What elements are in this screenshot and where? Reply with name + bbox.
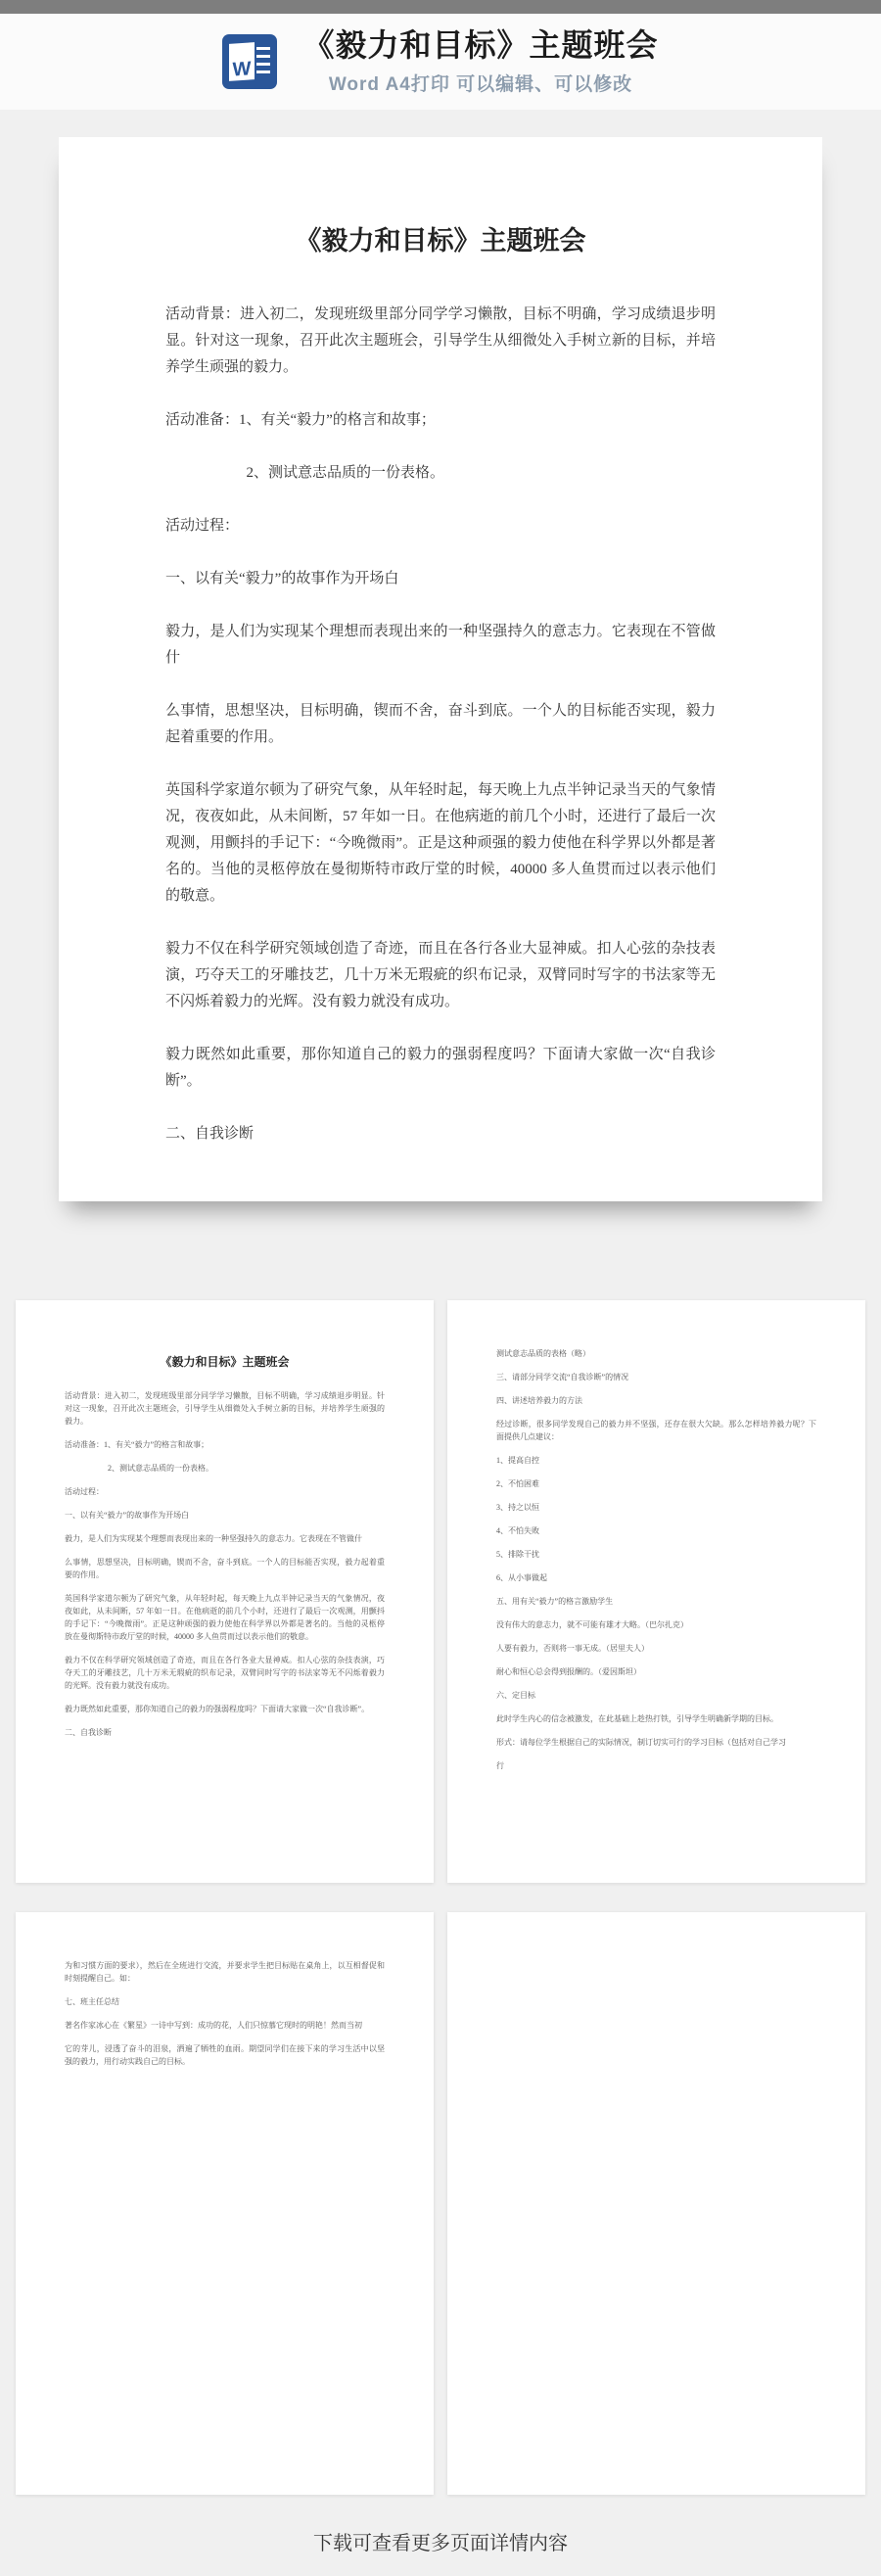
word-icon-page-shape	[229, 42, 255, 81]
paragraph: 一、以有关“毅力”的故事作为开场白	[165, 571, 399, 586]
thumbnail-paragraph: 没有伟大的意志力，就不可能有雄才大略。（巴尔扎克）	[496, 1620, 688, 1629]
thumbnail-paragraph: 四、讲述培养毅力的方法	[496, 1396, 582, 1405]
thumbnail-paragraph: 六、定目标	[496, 1691, 535, 1700]
paragraph: 活动背景：进入初二，发现班级里部分同学学习懒散，目标不明确，学习成绩退步明显。针对这一现象，召开此次主题班会，引导学生从细微处入手树立新的目标，并培养学生顽强的毅力。	[165, 306, 716, 375]
paragraph: 2、测试意志品质的一份表格。	[246, 465, 445, 481]
thumbnail-paragraph: 经过诊断，很多同学发现自己的毅力并不坚强，还存在很大欠缺。那么怎样培养毅力呢？下面提供几点建议：	[496, 1420, 816, 1441]
thumbnail-paragraph: 毅力不仅在科学研究领域创造了奇迹，而且在各行各业大显神威。扣人心弦的杂技表演，巧夺天工的牙雕技艺，几十万米无瑕疵的织布记录，双臂同时写字的书法家等无不闪烁着毅力的光辉。没有毅力就没有成功。	[65, 1656, 385, 1690]
thumbnail-paragraph: 此时学生内心的信念被激发，在此基础上趁热打铁，引导学生明确新学期的目标。	[496, 1714, 778, 1723]
word-icon	[222, 34, 277, 89]
page-title: 《毅力和目标》主题班会	[302, 27, 659, 63]
paragraph: 二、自我诊断	[165, 1126, 255, 1142]
paragraph: 活动准备：1、有关“毅力”的格言和故事；	[165, 412, 436, 428]
thumbnail-paragraph: 活动准备：1、有关“毅力”的格言和故事；	[65, 1440, 209, 1449]
thumbnail-paragraph: 著名作家冰心在《繁星》一诗中写到：成功的花，人们只惊慕它现时的明艳！然而当初	[65, 2021, 362, 2030]
thumbnail-paragraph: 6、从小事做起	[496, 1573, 547, 1582]
thumbnail-paragraph: 英国科学家道尔顿为了研究气象，从年轻时起，每天晚上九点半钟记录当天的气象情况，夜夜如此，从未间断，57 年如一日。在他病逝的前几个小时，还进行了最后一次观测，用颤抖的手记下：“今晚微雨”。正是这种顽强的毅力使他在科学界以外都是著名的。当他的灵柩停放在曼彻斯特市政厅堂的时候，40000 多人鱼贯而过以表示他们的敬意。	[65, 1594, 385, 1641]
window-top-edge	[0, 0, 881, 14]
word-icon-letter: W	[233, 58, 252, 81]
paragraph: 活动过程：	[165, 518, 240, 534]
word-icon-text-lines	[256, 47, 270, 78]
thumbnail-paragraph: 么事情，思想坚决，目标明确，锲而不舍，奋斗到底。一个人的目标能否实现，毅力起着重要的作用。	[65, 1558, 385, 1579]
footer	[0, 2527, 881, 2555]
thumbnail-paragraph: 三、请部分同学交流“自我诊断”的情况	[496, 1373, 629, 1382]
thumbnail-document-title: 《毅力和目标》主题班会	[160, 1355, 290, 1369]
thumbnail-page-2[interactable]	[447, 1300, 865, 1883]
thumbnail-paragraph: 七、班主任总结	[65, 1997, 119, 2006]
thumbnail-paragraph: 活动过程：	[65, 1487, 104, 1496]
thumbnail-paragraph: 5、排除干扰	[496, 1550, 539, 1559]
thumbnail-paragraph: 人要有毅力，否则将一事无成。（居里夫人）	[496, 1644, 649, 1653]
paragraph: 毅力不仅在科学研究领域创造了奇迹，而且在各行各业大显神威。扣人心弦的杂技表演，巧夺天工的牙雕技艺，几十万米无瑕疵的织布记录，双臂同时写字的书法家等无不闪烁着毅力的光辉。没有毅力就没有成功。	[165, 941, 716, 1009]
thumbnail-paragraph: 毅力，是人们为实现某个理想而表现出来的一种坚强持久的意志力。它表现在不管做什	[65, 1534, 362, 1543]
paragraph: 么事情，思想坚决，目标明确，锲而不舍，奋斗到底。一个人的目标能否实现，毅力起着重要的作用。	[165, 703, 716, 745]
thumbnail-paragraph: 耐心和恒心总会得到报酬的。（爱因斯坦）	[496, 1667, 641, 1676]
thumbnail-paragraph: 为和习惯方面的要求），然后在全班进行交流，并要求学生把目标贴在桌角上，以互相督促和时刻提醒自己。如：	[65, 1961, 385, 1983]
thumbnail-paragraph: 活动背景：进入初二，发现班级里部分同学学习懒散，目标不明确，学习成绩退步明显。针对这一现象，召开此次主题班会，引导学生从细微处入手树立新的目标，并培养学生顽强的毅力。	[65, 1391, 385, 1426]
thumbnail-page-3[interactable]	[16, 1912, 434, 2495]
thumbnail-paragraph: 1、提高自控	[496, 1456, 539, 1465]
header-subtitle: Word A4打印 可以编辑、可以修改	[328, 74, 633, 95]
thumbnail-paragraph: 4、不怕失败	[496, 1526, 539, 1535]
thumbnail-paragraph: 形式：请每位学生根据自己的实际情况，制订切实可行的学习目标（包括对自己学习	[496, 1738, 786, 1747]
page-thumbnails-grid	[16, 1300, 865, 2495]
thumbnail-paragraph: 它的芽儿，浸透了奋斗的泪泉，洒遍了牺牲的血雨。期望同学们在接下来的学习生活中以坚强的毅力，用行动实践自己的目标。	[65, 2044, 385, 2066]
thumbnail-page-4[interactable]	[447, 1912, 865, 2495]
thumbnail-paragraph: 一、以有关“毅力”的故事作为开场白	[65, 1511, 190, 1520]
document-title: 《毅力和目标》主题班会	[295, 226, 586, 256]
download-hint-text: 下载可查看更多页面详情内容	[313, 2533, 568, 2554]
thumbnail-paragraph: 五、用有关“毅力”的格言激励学生	[496, 1597, 614, 1606]
thumbnail-paragraph: 毅力既然如此重要，那你知道自己的毅力的强弱程度吗？下面请大家做一次“自我诊断”。	[65, 1705, 370, 1713]
thumbnail-page-1[interactable]	[16, 1300, 434, 1883]
paragraph: 毅力，是人们为实现某个理想而表现出来的一种坚强持久的意志力。它表现在不管做什	[165, 624, 716, 666]
thumbnail-paragraph: 2、不怕困难	[496, 1479, 539, 1488]
thumbnail-paragraph: 行	[496, 1761, 504, 1770]
thumbnail-paragraph: 3、持之以恒	[496, 1503, 539, 1512]
header-text-block	[302, 27, 658, 96]
thumbnail-paragraph: 二、自我诊断	[65, 1728, 112, 1737]
document-preview-page-1[interactable]	[59, 137, 822, 1201]
paragraph: 毅力既然如此重要，那你知道自己的毅力的强弱程度吗？下面请大家做一次“自我诊断”。	[165, 1047, 716, 1089]
thumbnail-paragraph: 2、测试意志品质的一份表格。	[108, 1464, 213, 1473]
paragraph: 英国科学家道尔顿为了研究气象，从年轻时起，每天晚上九点半钟记录当天的气象情况，夜夜如此，从未间断，57 年如一日。在他病逝的前几个小时，还进行了最后一次观测，用颤抖的手记下：“今晚微雨”。正是这种顽强的毅力使他在科学界以外都是著名的。当他的灵柩停放在曼彻斯特市政厅堂的时候，40000 多人鱼贯而过以表示他们的敬意。	[165, 782, 716, 904]
header	[0, 14, 881, 110]
thumbnail-paragraph: 测试意志品质的表格（略）	[496, 1349, 590, 1358]
